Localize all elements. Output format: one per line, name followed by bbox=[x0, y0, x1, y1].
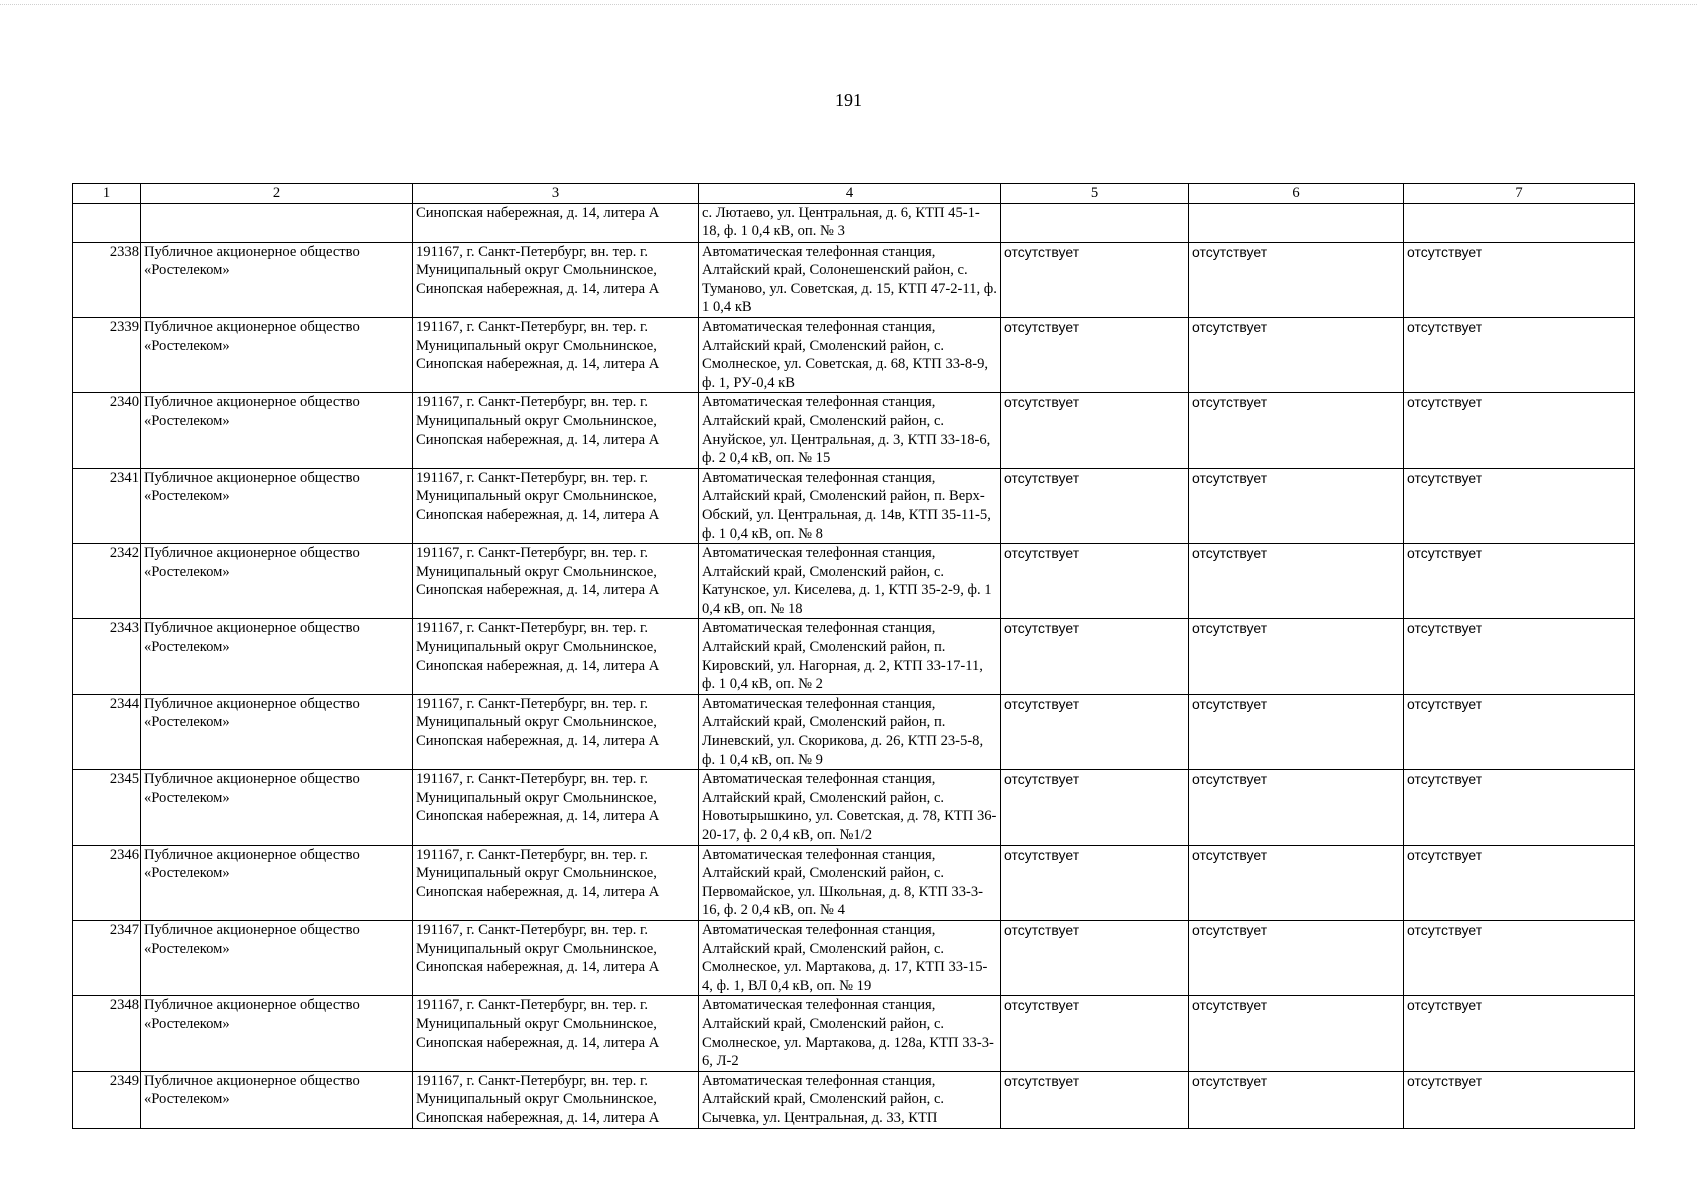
cell-num: 2347 bbox=[73, 920, 141, 995]
cell-name: Публичное акционерное общество «Ростелеком» bbox=[141, 1071, 413, 1128]
cell-num: 2339 bbox=[73, 317, 141, 392]
cell-name: Публичное акционерное общество «Ростелеком» bbox=[141, 393, 413, 468]
cell-col5: отсутствует bbox=[1001, 920, 1189, 995]
table-row bbox=[73, 770, 1635, 845]
cell-col6: отсутствует bbox=[1189, 845, 1404, 920]
cell-name: Публичное акционерное общество «Ростелеком» bbox=[141, 845, 413, 920]
cell-col7: отсутствует bbox=[1404, 770, 1635, 845]
cell-col5: отсутствует bbox=[1001, 468, 1189, 543]
cell-col7: отсутствует bbox=[1404, 845, 1635, 920]
cell-col5: отсутствует bbox=[1001, 694, 1189, 769]
column-header: 5 bbox=[1001, 184, 1189, 204]
cell-col5: отсутствует bbox=[1001, 845, 1189, 920]
cell-address: 191167, г. Санкт-Петербург, вн. тер. г. Муниципальный округ Смольнинское, Синопская набережная, д. 14, литера А bbox=[413, 845, 699, 920]
cell-location: Автоматическая телефонная станция, Алтайский край, Смоленский район, с. Смолнеское, ул. Мартакова, д. 17, КТП 33-15-4, ф. 1, ВЛ 0,4 кВ, оп. № 19 bbox=[699, 920, 1001, 995]
cell-col5: отсутствует bbox=[1001, 544, 1189, 619]
cell-col6: отсутствует bbox=[1189, 393, 1404, 468]
cell-address: 191167, г. Санкт-Петербург, вн. тер. г. Муниципальный округ Смольнинское, Синопская набережная, д. 14, литера А bbox=[413, 1071, 699, 1128]
column-header: 2 bbox=[141, 184, 413, 204]
cell-col5: отсутствует bbox=[1001, 619, 1189, 694]
cell-address: 191167, г. Санкт-Петербург, вн. тер. г. Муниципальный округ Смольнинское, Синопская набережная, д. 14, литера А bbox=[413, 619, 699, 694]
cell-address: 191167, г. Санкт-Петербург, вн. тер. г. Муниципальный округ Смольнинское, Синопская набережная, д. 14, литера А bbox=[413, 242, 699, 317]
table-row bbox=[73, 393, 1635, 468]
cell-col6: отсутствует bbox=[1189, 694, 1404, 769]
cell-name: Публичное акционерное общество «Ростелеком» bbox=[141, 920, 413, 995]
cell-name: Публичное акционерное общество «Ростелеком» bbox=[141, 694, 413, 769]
cell-address: 191167, г. Санкт-Петербург, вн. тер. г. Муниципальный округ Смольнинское, Синопская набережная, д. 14, литера А bbox=[413, 393, 699, 468]
cell-col5 bbox=[1001, 203, 1189, 242]
cell-name: Публичное акционерное общество «Ростелеком» bbox=[141, 317, 413, 392]
cell-col7: отсутствует bbox=[1404, 242, 1635, 317]
cell-location: Автоматическая телефонная станция, Алтайский край, Солонешенский район, с. Туманово, ул. Советская, д. 15, КТП 47-2-11, ф. 1 0,4 кВ bbox=[699, 242, 1001, 317]
cell-address: 191167, г. Санкт-Петербург, вн. тер. г. Муниципальный округ Смольнинское, Синопская набережная, д. 14, литера А bbox=[413, 544, 699, 619]
cell-col5: отсутствует bbox=[1001, 1071, 1189, 1128]
cell-num: 2349 bbox=[73, 1071, 141, 1128]
cell-address: 191167, г. Санкт-Петербург, вн. тер. г. Муниципальный округ Смольнинское, Синопская набережная, д. 14, литера А bbox=[413, 770, 699, 845]
cell-num: 2348 bbox=[73, 996, 141, 1071]
registry-table-container bbox=[72, 183, 1634, 1129]
cell-name: Публичное акционерное общество «Ростелеком» bbox=[141, 619, 413, 694]
cell-col6: отсутствует bbox=[1189, 242, 1404, 317]
table-row bbox=[73, 996, 1635, 1071]
cell-col7 bbox=[1404, 203, 1635, 242]
cell-col6: отсутствует bbox=[1189, 996, 1404, 1071]
cell-location: Автоматическая телефонная станция, Алтайский край, Смоленский район, с. Сычевка, ул. Центральная, д. 33, КТП bbox=[699, 1071, 1001, 1128]
cell-location: Автоматическая телефонная станция, Алтайский край, Смоленский район, с. Новотырышкино, ул. Советская, д. 78, КТП 36-20-17, ф. 2 0,4 кВ, оп. №1/2 bbox=[699, 770, 1001, 845]
table-row bbox=[73, 1071, 1635, 1128]
table-row bbox=[73, 694, 1635, 769]
table-row bbox=[73, 920, 1635, 995]
table-row bbox=[73, 619, 1635, 694]
cell-col7: отсутствует bbox=[1404, 1071, 1635, 1128]
cell-num: 2342 bbox=[73, 544, 141, 619]
cell-location: Автоматическая телефонная станция, Алтайский край, Смоленский район, п. Линевский, ул. Скорикова, д. 26, КТП 23-5-8, ф. 1 0,4 кВ, оп. № 9 bbox=[699, 694, 1001, 769]
cell-col5: отсутствует bbox=[1001, 770, 1189, 845]
cell-col6: отсутствует bbox=[1189, 920, 1404, 995]
column-header: 1 bbox=[73, 184, 141, 204]
cell-num: 2343 bbox=[73, 619, 141, 694]
cell-address: 191167, г. Санкт-Петербург, вн. тер. г. Муниципальный округ Смольнинское, Синопская набережная, д. 14, литера А bbox=[413, 996, 699, 1071]
cell-col6: отсутствует bbox=[1189, 317, 1404, 392]
scan-edge-noise bbox=[0, 4, 1697, 15]
cell-col7: отсутствует bbox=[1404, 694, 1635, 769]
cell-col7: отсутствует bbox=[1404, 468, 1635, 543]
cell-col6 bbox=[1189, 203, 1404, 242]
table-row bbox=[73, 845, 1635, 920]
table-row bbox=[73, 317, 1635, 392]
cell-num bbox=[73, 203, 141, 242]
cell-num: 2340 bbox=[73, 393, 141, 468]
cell-address: 191167, г. Санкт-Петербург, вн. тер. г. Муниципальный округ Смольнинское, Синопская набережная, д. 14, литера А bbox=[413, 694, 699, 769]
table-row bbox=[73, 468, 1635, 543]
cell-location: с. Лютаево, ул. Центральная, д. 6, КТП 45-1-18, ф. 1 0,4 кВ, оп. № 3 bbox=[699, 203, 1001, 242]
cell-col6: отсутствует bbox=[1189, 770, 1404, 845]
cell-address: 191167, г. Санкт-Петербург, вн. тер. г. Муниципальный округ Смольнинское, Синопская набережная, д. 14, литера А bbox=[413, 317, 699, 392]
cell-location: Автоматическая телефонная станция, Алтайский край, Смоленский район, с. Первомайское, ул. Школьная, д. 8, КТП 33-3-16, ф. 2 0,4 кВ, оп. № 4 bbox=[699, 845, 1001, 920]
registry-table bbox=[72, 183, 1635, 1129]
cell-name: Публичное акционерное общество «Ростелеком» bbox=[141, 770, 413, 845]
cell-col7: отсутствует bbox=[1404, 996, 1635, 1071]
column-number-header-row bbox=[73, 184, 1635, 204]
cell-num: 2341 bbox=[73, 468, 141, 543]
cell-name: Публичное акционерное общество «Ростелеком» bbox=[141, 468, 413, 543]
cell-col7: отсутствует bbox=[1404, 393, 1635, 468]
cell-address: Синопская набережная, д. 14, литера А bbox=[413, 203, 699, 242]
cell-location: Автоматическая телефонная станция, Алтайский край, Смоленский район, с. Смолнеское, ул. Мартакова, д. 128а, КТП 33-3-6, Л-2 bbox=[699, 996, 1001, 1071]
cell-col5: отсутствует bbox=[1001, 393, 1189, 468]
column-header: 3 bbox=[413, 184, 699, 204]
cell-col7: отсутствует bbox=[1404, 920, 1635, 995]
cell-num: 2345 bbox=[73, 770, 141, 845]
column-header: 4 bbox=[699, 184, 1001, 204]
cell-num: 2346 bbox=[73, 845, 141, 920]
cell-num: 2338 bbox=[73, 242, 141, 317]
cell-address: 191167, г. Санкт-Петербург, вн. тер. г. Муниципальный округ Смольнинское, Синопская набережная, д. 14, литера А bbox=[413, 468, 699, 543]
cell-name: Публичное акционерное общество «Ростелеком» bbox=[141, 544, 413, 619]
cell-num: 2344 bbox=[73, 694, 141, 769]
cell-col7: отсутствует bbox=[1404, 544, 1635, 619]
column-header: 6 bbox=[1189, 184, 1404, 204]
cell-location: Автоматическая телефонная станция, Алтайский край, Смоленский район, с. Смолнеское, ул. Советская, д. 68, КТП 33-8-9, ф. 1, РУ-0,4 кВ bbox=[699, 317, 1001, 392]
continuation-row bbox=[73, 203, 1635, 242]
cell-col5: отсутствует bbox=[1001, 996, 1189, 1071]
cell-col6: отсутствует bbox=[1189, 544, 1404, 619]
cell-name bbox=[141, 203, 413, 242]
cell-name: Публичное акционерное общество «Ростелеком» bbox=[141, 242, 413, 317]
table-row bbox=[73, 544, 1635, 619]
cell-col6: отсутствует bbox=[1189, 468, 1404, 543]
cell-col7: отсутствует bbox=[1404, 317, 1635, 392]
cell-name: Публичное акционерное общество «Ростелеком» bbox=[141, 996, 413, 1071]
cell-col5: отсутствует bbox=[1001, 242, 1189, 317]
cell-location: Автоматическая телефонная станция, Алтайский край, Смоленский район, п. Кировский, ул. Нагорная, д. 2, КТП 33-17-11, ф. 1 0,4 кВ, оп. № 2 bbox=[699, 619, 1001, 694]
cell-location: Автоматическая телефонная станция, Алтайский край, Смоленский район, п. Верх-Обский, ул. Центральная, д. 14в, КТП 35-11-5, ф. 1 0,4 кВ, оп. № 8 bbox=[699, 468, 1001, 543]
cell-col6: отсутствует bbox=[1189, 1071, 1404, 1128]
cell-col7: отсутствует bbox=[1404, 619, 1635, 694]
cell-location: Автоматическая телефонная станция, Алтайский край, Смоленский район, с. Ануйское, ул. Центральная, д. 3, КТП 33-18-6, ф. 2 0,4 кВ, оп. № 15 bbox=[699, 393, 1001, 468]
cell-location: Автоматическая телефонная станция, Алтайский край, Смоленский район, с. Катунское, ул. Киселева, д. 1, КТП 35-2-9, ф. 1 0,4 кВ, оп. № 18 bbox=[699, 544, 1001, 619]
cell-col6: отсутствует bbox=[1189, 619, 1404, 694]
cell-col5: отсутствует bbox=[1001, 317, 1189, 392]
page-number: 191 bbox=[835, 90, 862, 110]
cell-address: 191167, г. Санкт-Петербург, вн. тер. г. Муниципальный округ Смольнинское, Синопская набережная, д. 14, литера А bbox=[413, 920, 699, 995]
table-row bbox=[73, 242, 1635, 317]
column-header: 7 bbox=[1404, 184, 1635, 204]
